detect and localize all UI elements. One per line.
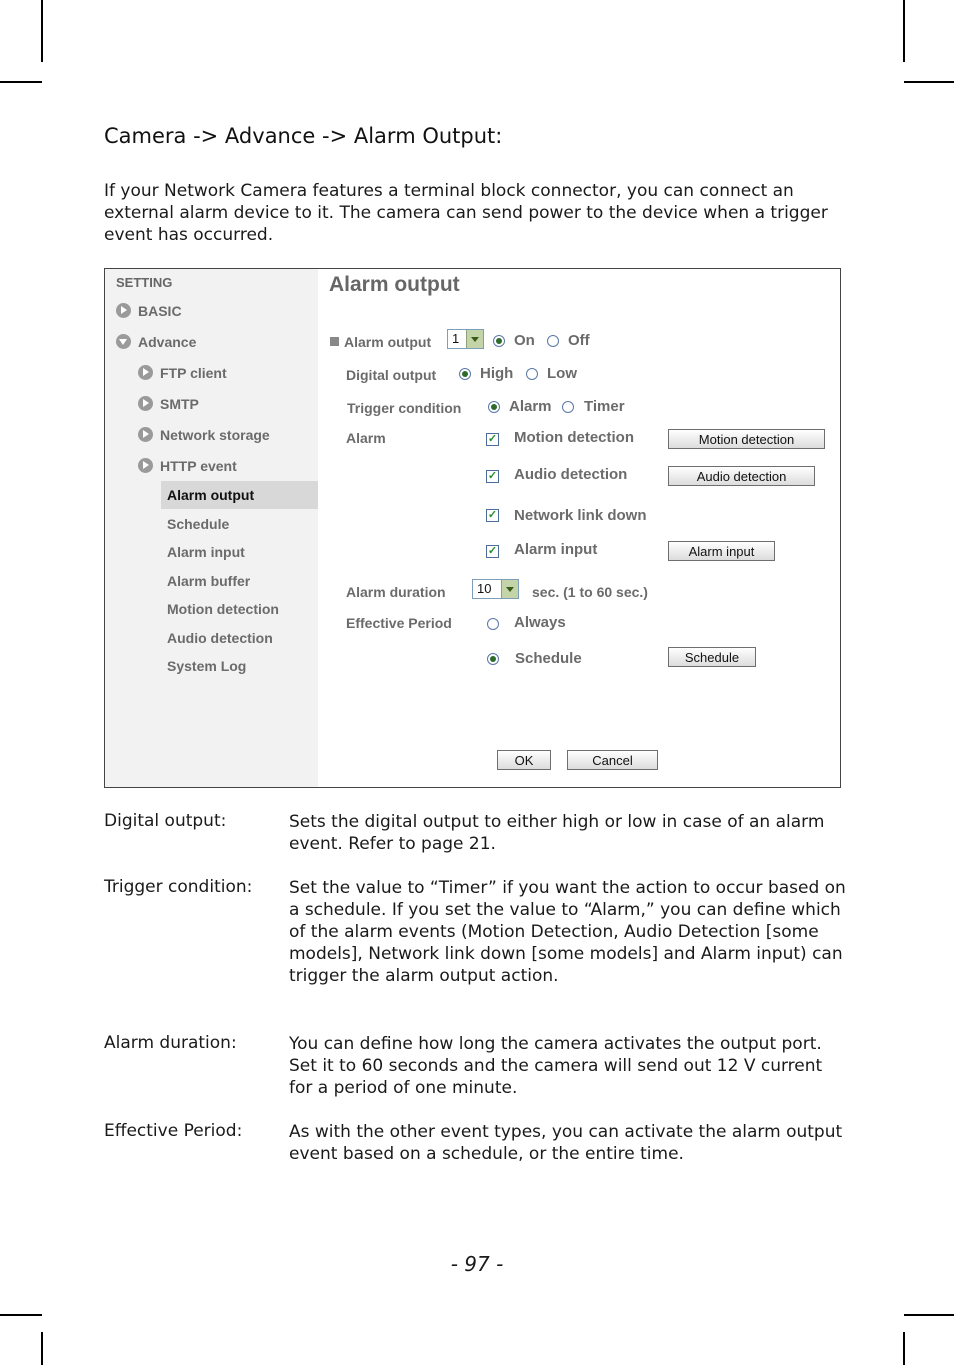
sidebar-item-basic[interactable] (116, 303, 182, 319)
trigger-condition-label: Trigger condition (347, 400, 462, 416)
on-label: On (514, 332, 535, 349)
alarm-duration-label: Alarm duration (346, 584, 446, 600)
expand-arrow-icon (138, 396, 153, 411)
expand-arrow-icon (138, 365, 153, 380)
audio-detection-label: Audio detection (514, 466, 628, 483)
sidebar-item-label: FTP client (160, 365, 227, 381)
sidebar-item-smtp[interactable] (138, 396, 199, 412)
radio-high[interactable] (459, 368, 471, 380)
radio-low[interactable] (526, 368, 538, 380)
motion-detection-button[interactable]: Motion detection (668, 429, 825, 449)
ok-button[interactable]: OK (497, 750, 551, 770)
alarm-input-label: Alarm input (514, 541, 598, 558)
alarm-output-select[interactable] (447, 329, 484, 349)
sidebar-item-advance[interactable] (116, 334, 196, 350)
radio-schedule[interactable] (487, 653, 499, 665)
sidebar-item-http-event[interactable] (138, 458, 237, 474)
definition-desc: Sets the digital output to either high or low in case of an alarm event. Refer to page 21. (289, 812, 825, 854)
duration-unit-label: sec. (1 to 60 sec.) (532, 584, 648, 600)
alarm-input-checkbox[interactable]: ✓ (487, 545, 498, 557)
sidebar-header: SETTING (116, 275, 173, 290)
sidebar-item-label: HTTP event (160, 458, 237, 474)
chevron-down-icon (466, 330, 483, 348)
trigger-alarm-label: Alarm (509, 398, 552, 415)
trigger-timer-label: Timer (584, 398, 625, 415)
settings-sidebar (105, 269, 318, 787)
sidebar-item-label: SMTP (160, 396, 199, 412)
alarm-output-label: Alarm output (344, 334, 432, 350)
radio-off[interactable] (547, 335, 559, 347)
network-link-down-label: Network link down (514, 507, 647, 524)
collapse-arrow-icon (116, 334, 131, 349)
crop-mark (903, 1332, 905, 1365)
page-heading: Camera -> Advance -> Alarm Output: (104, 124, 503, 148)
off-label: Off (568, 332, 590, 349)
sidebar-item-alarm-input[interactable]: Alarm input (167, 544, 245, 560)
definition-term: Alarm duration: (104, 1033, 237, 1053)
digital-output-label: Digital output (346, 367, 437, 383)
crop-mark (904, 81, 954, 83)
cancel-button[interactable]: Cancel (567, 750, 658, 770)
radio-trigger-timer[interactable] (562, 401, 574, 413)
sidebar-item-alarm-output[interactable]: Alarm output (167, 487, 255, 503)
radio-on[interactable] (493, 335, 505, 347)
sidebar-item-audio-detection[interactable]: Audio detection (167, 630, 273, 646)
high-label: High (480, 365, 514, 382)
crop-mark (904, 1314, 954, 1316)
expand-arrow-icon (138, 427, 153, 442)
alarm-duration-select[interactable] (472, 579, 519, 599)
sidebar-item-label: BASIC (138, 303, 182, 319)
select-value: 10 (477, 581, 492, 596)
crop-mark (41, 1332, 43, 1365)
low-label: Low (547, 365, 577, 382)
definition-desc: You can define how long the camera activates the output port. Set it to 60 seconds and the camera will send out 12 V current for a period of one minute. (289, 1034, 823, 1098)
alarm-label: Alarm (346, 430, 386, 446)
sidebar-item-system-log[interactable]: System Log (167, 658, 247, 674)
intro-paragraph: If your Network Camera features a terminal block connector, you can connect an external alarm device to it. The camera can send power to the device when a trigger event has occurred. (104, 181, 828, 245)
sidebar-item-label: Advance (138, 334, 197, 350)
network-link-down-checkbox[interactable]: ✓ (487, 509, 498, 521)
alarm-input-button[interactable]: Alarm input (668, 541, 775, 561)
radio-always[interactable] (487, 618, 499, 630)
settings-screenshot (104, 268, 841, 788)
select-value: 1 (452, 331, 460, 346)
motion-detection-label: Motion detection (514, 429, 634, 446)
definition-term: Effective Period: (104, 1121, 243, 1141)
definition-term: Trigger condition: (104, 877, 253, 897)
sidebar-item-network-storage[interactable] (138, 427, 270, 443)
always-label: Always (514, 614, 566, 631)
chevron-down-icon (501, 580, 518, 598)
sidebar-item-label: Network storage (160, 427, 270, 443)
schedule-button[interactable]: Schedule (668, 647, 756, 667)
sidebar-item-ftp-client[interactable] (138, 365, 227, 381)
motion-detection-checkbox[interactable]: ✓ (487, 433, 498, 445)
crop-mark (0, 81, 42, 83)
effective-period-label: Effective Period (346, 615, 452, 631)
schedule-label: Schedule (515, 650, 582, 667)
sidebar-item-alarm-buffer[interactable]: Alarm buffer (167, 573, 251, 589)
panel-title: Alarm output (329, 273, 460, 296)
sidebar-item-motion-detection[interactable]: Motion detection (167, 601, 279, 617)
bullet-icon (330, 337, 339, 346)
crop-mark (0, 1314, 42, 1316)
definition-term: Digital output: (104, 811, 227, 831)
audio-detection-button[interactable]: Audio detection (668, 466, 815, 486)
expand-arrow-icon (138, 458, 153, 473)
definition-desc: As with the other event types, you can activate the alarm output event based on a schedule, or the entire time. (289, 1122, 843, 1164)
radio-trigger-alarm[interactable] (488, 401, 500, 413)
crop-mark (903, 0, 905, 62)
sidebar-item-schedule[interactable]: Schedule (167, 516, 230, 532)
definition-desc: Set the value to “Timer” if you want the action to occur based on a schedule. If you set the value to “Alarm,” you can define which of the alarm events (Motion Detection, Audio Detection [some models], Network link down [some models] and Alarm input) can trigger the alarm output action. (289, 878, 846, 986)
expand-arrow-icon (116, 303, 131, 318)
audio-detection-checkbox[interactable]: ✓ (487, 470, 498, 482)
page-number: - 97 - (450, 1252, 504, 1276)
crop-mark (41, 0, 43, 62)
